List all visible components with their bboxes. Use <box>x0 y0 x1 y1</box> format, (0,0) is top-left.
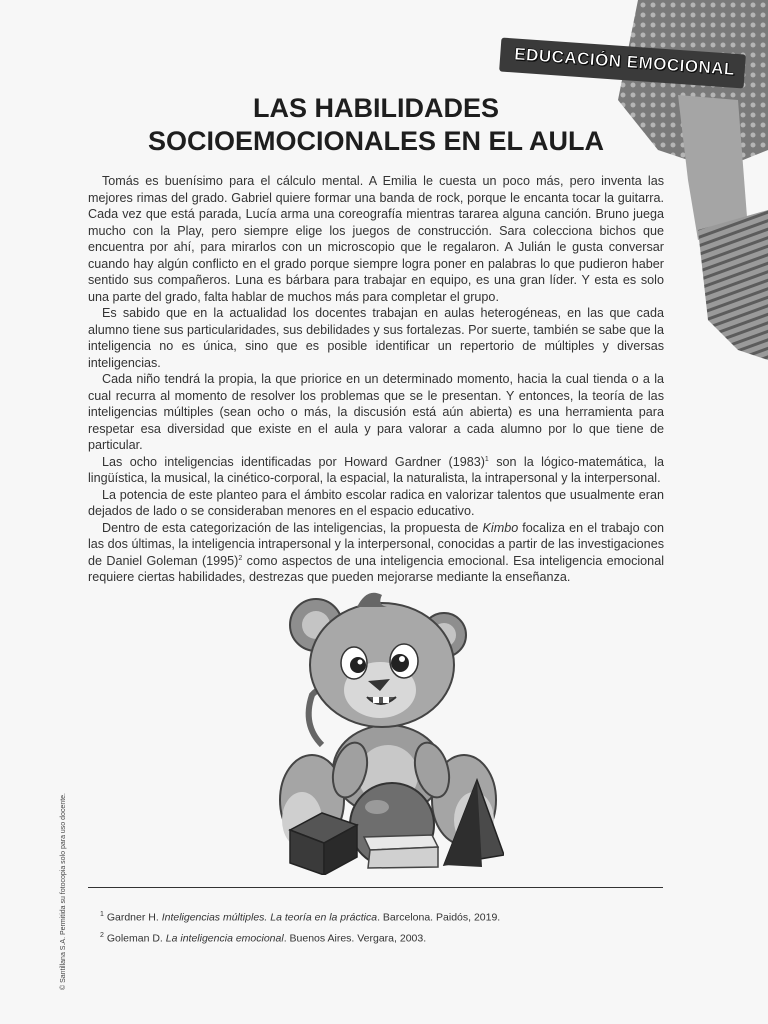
footnote-ref-1: 1 <box>484 455 489 463</box>
copyright-notice: © Santillana S.A. Permitida su fotocopia solo para uso docente. <box>60 793 67 990</box>
paragraph-6 <box>88 520 664 586</box>
paragraph-4-text-b: son la lógico-matemática, la lingüística, la musical, la cinético-corporal, la espacial, la naturalista, la intrapersonal y la interpersonal. <box>88 454 664 485</box>
paragraph-6-text-b: focaliza en el trabajo con las dos últimas, la inteligencia intrapersonal y la interpersonal, conocidas a partir de las investigaciones de Daniel Goleman (1995) <box>88 520 664 568</box>
footnote-2: $^2$ Goleman D. La inteligencia emocional. Buenos Aires. Vergara, 2003. <box>100 931 427 944</box>
paragraph-2: Es sabido que en la actualidad los docentes trabajan en aulas heterogéneas, en las que cada alumno tiene sus particularidades, sus debilidades y sus fortalezas. Por suerte, también se sabe que la inteligencia no es única, sino que es posible identificar un repertorio de múltiples y diversas inteligencias. <box>88 306 664 370</box>
footnote-ref-2: 2 <box>238 554 243 562</box>
footnote-1: $^1$ Gardner H. Inteligencias múltiples. La teoría en la práctica. Barcelona. Paidós, 2019. <box>100 911 501 924</box>
title-line-2: SOCIOEMOCIONALES EN EL AULA <box>147 126 605 156</box>
article-body <box>88 173 664 586</box>
paragraph-1: Tomás es buenísimo para el cálculo mental. A Emilia le cuesta un poco más, pero inventa las mejores rimas del grado. Gabriel quiere formar una banda de rock, porque le encanta tocar la guitarra. Cada vez que está parada, Lucía arma una coreografía mientras tararea alguna canción. Bruno juega mucho con la Play, pero siempre elige los juegos de construcción. Sara colecciona bichos que encuentra por ahí, para mirarlos con un microscopio que le regalaron. A Julián le gusta conversar cuando hay algún conflicto en el grado porque siempre logra poner en palabras lo que pudieron haber sentido sus compañeros. Luna es bárbara para trabajar en equipo, es una gran líder. Y esta es solo una parte del grado, falta hablar de muchos más para completar el grupo. <box>88 174 664 304</box>
paragraph-3: Cada niño tendrá la propia, la que priorice en un determinado momento, hacia la cual tienda o a la cual recurra al momento de resolver los problemas que se le presentan. Y entonces, la teoría de las inteligencias múltiples (sean ocho o más, la discusión está aún abierta) es una herramienta para respetar esa diversidad que existe en el aula y para valorar a cada alumno por lo que tiene de particular. <box>88 372 664 452</box>
paragraph-4-text-a: Las ocho inteligencias identificadas por Howard Gardner (1983) <box>102 454 485 469</box>
section-badge: EDUCACIÓN EMOCIONAL <box>499 37 746 88</box>
footnote-divider <box>88 887 663 888</box>
title-line-1: LAS HABILIDADES <box>252 93 499 123</box>
paragraph-4 <box>88 454 664 487</box>
paragraph-5: La potencia de este planteo para el ámbito escolar radica en valorizar talentos que usualmente eran dejados de lado o se consideraban menores en el espacio educativo. <box>88 487 664 518</box>
paragraph-6-text-a: Dentro de esta categorización de las inteligencias, la propuesta de <box>102 520 483 535</box>
kimbo-italic: Kimbo <box>482 520 519 535</box>
paragraph-6-text-c: como aspectos de una inteligencia emocional. Esa inteligencia emocional requiere ciertas habilidades, destrezas que pueden mejorarse mediante la enseñanza. <box>88 553 664 584</box>
lion-cub-illustration <box>272 585 504 875</box>
footnotes <box>100 906 660 947</box>
page-title <box>88 92 664 158</box>
